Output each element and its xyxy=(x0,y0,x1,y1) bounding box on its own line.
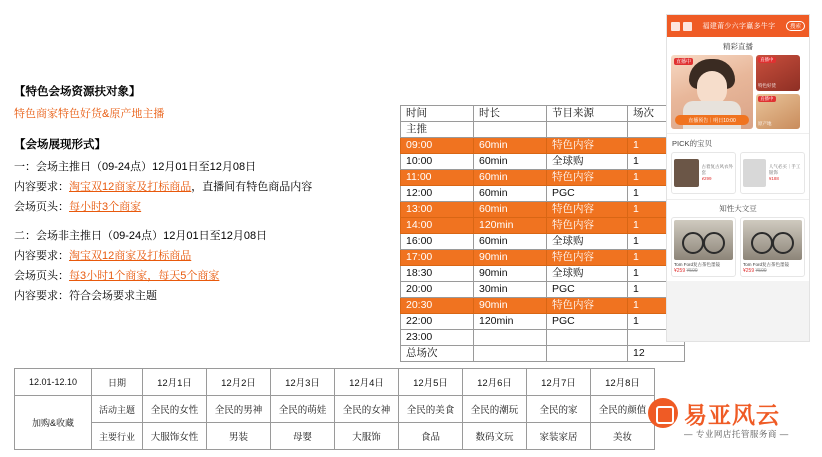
lens-left-icon-2 xyxy=(751,232,773,254)
product-meta-1 xyxy=(702,164,734,182)
cell-theme: 全民的美食 xyxy=(399,396,463,423)
cell-theme: 全民的男神 xyxy=(207,396,271,423)
cell-time: 16:00 xyxy=(401,234,474,250)
section-label-row xyxy=(401,122,685,138)
cell-time: 22:00 xyxy=(401,314,474,330)
total-value: 12 xyxy=(628,346,685,362)
glasses-price-2 xyxy=(743,268,802,274)
table-row xyxy=(401,314,685,330)
cell-source xyxy=(547,330,628,346)
glasses-card-row xyxy=(667,217,809,281)
logo-tagline: — 专业网店托管服务商 — xyxy=(684,429,789,439)
left-text-block xyxy=(14,84,374,308)
cell-industry: 男装 xyxy=(207,423,271,450)
cell-date: 12月4日 xyxy=(335,369,399,396)
live-small-card-2[interactable] xyxy=(756,94,800,130)
cell-source: PGC xyxy=(547,282,628,298)
product-price-1: ¥299 xyxy=(701,176,712,182)
cell-date: 12月8日 xyxy=(591,369,655,396)
schedule-table xyxy=(400,105,685,362)
table-row xyxy=(401,186,685,202)
section-pick-title: PICK的宝贝 xyxy=(667,133,809,152)
live-tag-1: 直播中 xyxy=(760,57,774,62)
column-header: 节目来源 xyxy=(547,106,628,122)
block2-line3 xyxy=(14,268,374,285)
block1-line2 xyxy=(14,179,374,196)
cell-date: 12月5日 xyxy=(399,369,463,396)
cell-time: 20:00 xyxy=(401,282,474,298)
live-small-card-1[interactable] xyxy=(756,55,800,91)
cell-duration: 120min xyxy=(474,314,547,330)
table-row xyxy=(401,218,685,234)
grid-icon-2 xyxy=(683,22,692,31)
cell-duration: 90min xyxy=(474,266,547,282)
glasses-price-value-1: ¥259 xyxy=(674,267,686,274)
cell-source: 全球购 xyxy=(547,154,628,170)
product-card-2[interactable] xyxy=(740,152,805,194)
logo-mark-icon xyxy=(648,398,678,428)
block1-line3-value: 每小时3个商家 xyxy=(69,200,142,213)
cell-duration: 60min xyxy=(474,138,547,154)
cell-sessions: 1 xyxy=(628,314,685,330)
live-bar-label: 直播预告｜明日10:00 xyxy=(675,115,749,125)
block2-line1-prefix: 二：会场非主推日（09-24点） xyxy=(14,229,164,242)
cell-source: 特色内容 xyxy=(547,250,628,266)
table-row xyxy=(401,154,685,170)
table-row xyxy=(15,369,655,396)
product-thumb-1 xyxy=(674,159,699,187)
cell-source: 特色内容 xyxy=(547,170,628,186)
logo-wordmark: 易亚风云 xyxy=(684,402,780,428)
table-row xyxy=(401,170,685,186)
heading-display-format: 【会场展现形式】 xyxy=(14,138,106,151)
cell-duration: 30min xyxy=(474,282,547,298)
block2-line3-label: 会场页头： xyxy=(14,269,69,282)
cell-duration: 90min xyxy=(474,298,547,314)
product-price-2: ¥188 xyxy=(768,176,779,182)
cell-time: 12:00 xyxy=(401,186,474,202)
cell-sessions: 1 xyxy=(628,250,685,266)
table-row xyxy=(401,138,685,154)
cell-source: 特色内容 xyxy=(547,298,628,314)
cell-duration: 120min xyxy=(474,218,547,234)
cell-source: 全球购 xyxy=(547,266,628,282)
block1-line2-label: 内容要求： xyxy=(14,180,69,193)
lens-right-icon xyxy=(703,232,725,254)
cell-date: 12月6日 xyxy=(463,369,527,396)
table-row xyxy=(401,234,685,250)
block2-line1 xyxy=(14,228,374,245)
cell-time: 23:00 xyxy=(401,330,474,346)
cell-duration: 60min xyxy=(474,170,547,186)
cell-industry: 母婴 xyxy=(271,423,335,450)
row-head-theme: 活动主题 xyxy=(92,396,143,423)
cell-theme: 全民的家 xyxy=(527,396,591,423)
table-header-row xyxy=(401,106,685,122)
cell xyxy=(547,122,628,138)
cell-date: 12月3日 xyxy=(271,369,335,396)
glasses-price-value-2: ¥259 xyxy=(743,267,755,274)
avatar-face xyxy=(697,71,727,105)
glasses-title-1: Tom Ford复古茶色墨镜 xyxy=(674,262,721,267)
block1-line3-label: 会场页头： xyxy=(14,200,69,213)
table-row xyxy=(401,266,685,282)
block2-line4: 内容要求：符合会场要求主题 xyxy=(14,289,157,302)
cell-time: 10:00 xyxy=(401,154,474,170)
cell-industry: 数码文玩 xyxy=(463,423,527,450)
cell-sessions: 1 xyxy=(628,154,685,170)
live-tag-2: 直播中 xyxy=(760,95,774,101)
glasses-price-1 xyxy=(674,268,733,274)
table-row xyxy=(401,282,685,298)
table-row xyxy=(401,250,685,266)
cell-sessions: 1 xyxy=(628,282,685,298)
cell-sessions: 1 xyxy=(628,234,685,250)
glasses-title-2: Tom Ford复古茶色墨镜 xyxy=(743,262,790,267)
glasses-image-1 xyxy=(674,220,733,260)
cell-date: 12月2日 xyxy=(207,369,271,396)
table-row xyxy=(15,423,655,450)
product-title-2: 人气必买｜手工银饰 xyxy=(768,163,801,175)
cell-duration: 60min xyxy=(474,154,547,170)
cell-theme: 全民的颜值 xyxy=(591,396,655,423)
cell-source: 特色内容 xyxy=(547,218,628,234)
table-row xyxy=(15,396,655,423)
block2-line1-date: 12月01日至12月08日 xyxy=(163,229,268,242)
section-live-title: 精彩直播 xyxy=(667,37,809,55)
block1-line1-date: 12月01日至12月08日 xyxy=(152,160,257,173)
cell-sessions: 1 xyxy=(628,218,685,234)
block1-line2-underline: 淘宝双12商家及打标商品 xyxy=(69,180,192,193)
cell-duration xyxy=(474,330,547,346)
cell-sessions: 1 xyxy=(628,266,685,282)
row-head-date: 日期 xyxy=(92,369,143,396)
cell-theme: 全民的萌娃 xyxy=(271,396,335,423)
cell-duration: 60min xyxy=(474,234,547,250)
glasses-image-2 xyxy=(743,220,802,260)
block2-line2-label: 内容要求： xyxy=(14,249,69,262)
cell-sessions: 1 xyxy=(628,170,685,186)
cell xyxy=(474,122,547,138)
cell xyxy=(547,346,628,362)
product-meta-2 xyxy=(769,164,802,182)
cell-date: 12月1日 xyxy=(143,369,207,396)
column-header: 场次 xyxy=(628,106,685,122)
column-header: 时长 xyxy=(474,106,547,122)
section-glasses-title: 知性大文豆 xyxy=(667,199,809,217)
column-header: 时间 xyxy=(401,106,474,122)
cell-industry: 美妆 xyxy=(591,423,655,450)
cell-sessions: 1 xyxy=(628,202,685,218)
section-label: 主推 xyxy=(401,122,474,138)
product-thumb-2 xyxy=(743,159,766,187)
cell-time: 17:00 xyxy=(401,250,474,266)
row-head-industry: 主要行业 xyxy=(92,423,143,450)
live-small-column xyxy=(756,55,800,129)
cell-duration: 60min xyxy=(474,186,547,202)
total-label: 总场次 xyxy=(401,346,474,362)
block1-line1-prefix: 一：会场主推日（09-24点） xyxy=(14,160,153,173)
cell-time: 20:30 xyxy=(401,298,474,314)
glasses-card-1[interactable] xyxy=(671,217,736,277)
cell-time: 14:00 xyxy=(401,218,474,234)
cell xyxy=(474,346,547,362)
glasses-card-2[interactable] xyxy=(740,217,805,277)
support-target-value: 特色商家特色好货&原产地主播 xyxy=(14,107,165,120)
cell-theme: 全民的潮玩 xyxy=(463,396,527,423)
cell-sessions: 1 xyxy=(628,138,685,154)
brand-logo xyxy=(648,395,808,445)
cell-source: 特色内容 xyxy=(547,202,628,218)
cell-duration: 90min xyxy=(474,250,547,266)
pick-card-row xyxy=(667,152,809,199)
cell-date: 12月7日 xyxy=(527,369,591,396)
live-grid xyxy=(667,55,809,133)
glasses-old-price-1: ¥599 xyxy=(686,267,698,274)
glasses-old-price-2: ¥599 xyxy=(755,267,767,274)
cell-industry: 食品 xyxy=(399,423,463,450)
left-label: 加购&收藏 xyxy=(15,396,92,450)
lens-right-icon-2 xyxy=(772,232,794,254)
phone-topbar xyxy=(667,15,809,37)
cell-theme: 全民的女性 xyxy=(143,396,207,423)
cell-industry: 家装家居 xyxy=(527,423,591,450)
phone-preview xyxy=(666,14,810,342)
lens-left-icon xyxy=(682,232,704,254)
cell-time: 18:30 xyxy=(401,266,474,282)
cell-time: 13:00 xyxy=(401,202,474,218)
product-title-1: 古着复古风衣外套 xyxy=(701,163,733,175)
live-label-2: 原产地 xyxy=(758,121,772,126)
cell-duration: 60min xyxy=(474,202,547,218)
cell-source: PGC xyxy=(547,186,628,202)
table-total-row xyxy=(401,346,685,362)
grid-icon xyxy=(671,22,680,31)
live-tag: 直播中 xyxy=(676,59,692,65)
block2-line3-value: 每3小时1个商家，每天5个商家 xyxy=(69,269,220,282)
cell-source: 全球购 xyxy=(547,234,628,250)
cell-sessions: 1 xyxy=(628,186,685,202)
block2-line2-underline: 淘宝双12商家及打标商品 xyxy=(69,249,192,262)
table-row xyxy=(401,330,685,346)
cell-time: 11:00 xyxy=(401,170,474,186)
cell-industry: 大服饰女性 xyxy=(143,423,207,450)
phone-title: 福建莆少六字赢多牛字 xyxy=(702,23,776,30)
cell-time: 09:00 xyxy=(401,138,474,154)
day-theme-table xyxy=(14,368,655,450)
corner-label: 12.01-12.10 xyxy=(15,369,92,396)
cell-sessions: 1 xyxy=(628,298,685,314)
block1-line1 xyxy=(14,159,374,176)
cell-source: 特色内容 xyxy=(547,138,628,154)
live-main-card[interactable] xyxy=(671,55,753,129)
search-badge[interactable]: 搜索 xyxy=(786,21,805,31)
heading-support-target: 【特色会场资源扶对象】 xyxy=(14,86,141,98)
live-label-1: 特色好货 xyxy=(758,82,776,88)
table-row xyxy=(401,202,685,218)
cell-source: PGC xyxy=(547,314,628,330)
block2-line2 xyxy=(14,248,374,265)
block1-line3 xyxy=(14,199,374,216)
block1-line2-rest: ，直播间有特色商品内容 xyxy=(191,180,313,193)
product-card-1[interactable] xyxy=(671,152,736,194)
cell-theme: 全民的女神 xyxy=(335,396,399,423)
table-row xyxy=(401,298,685,314)
cell-industry: 大服饰 xyxy=(335,423,399,450)
